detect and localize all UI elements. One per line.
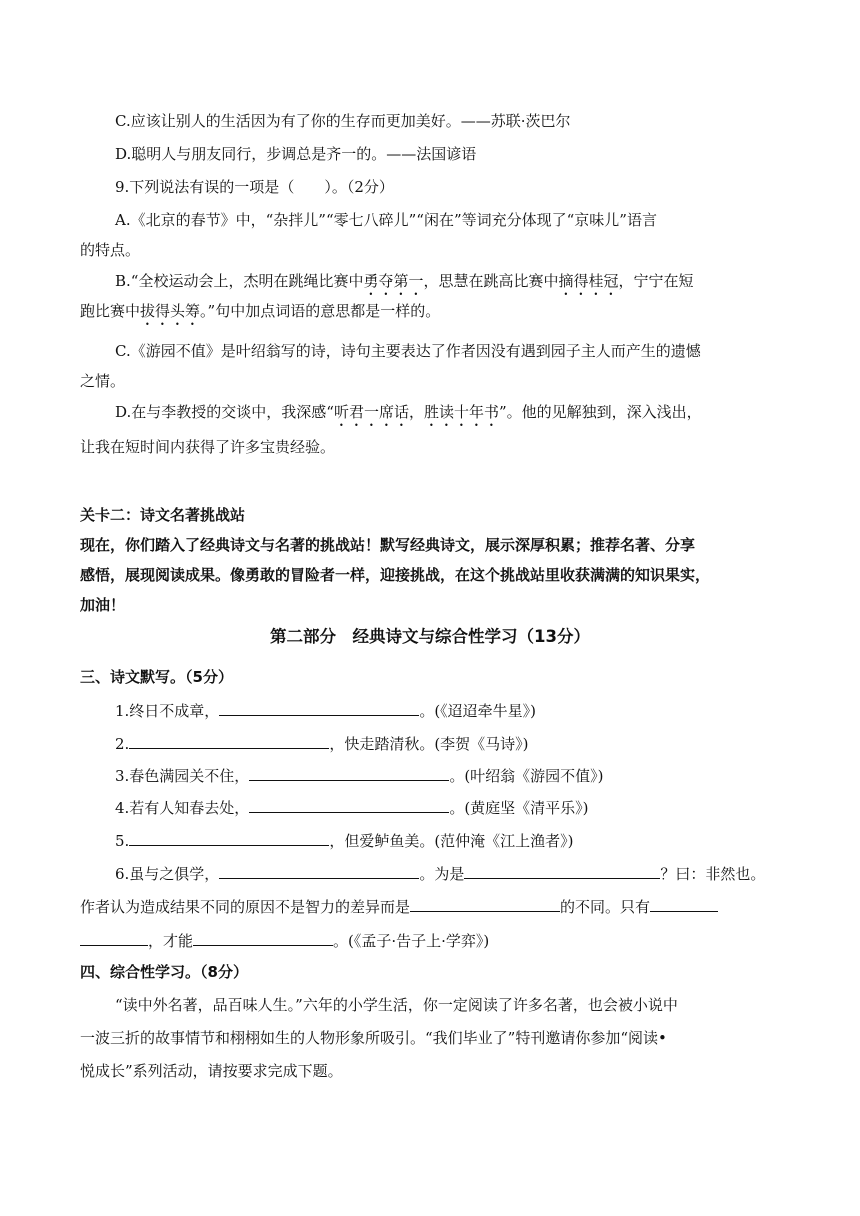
recite-item-5: 5. ，但爱鲈鱼美。(范仲淹《江上渔者》) [115,832,574,850]
answer-blank[interactable] [80,930,148,946]
answer-blank[interactable] [464,863,660,879]
answer-blank[interactable] [219,863,419,879]
answer-blank[interactable] [219,700,419,716]
recite-item-6-line3: ，才能 。(《孟子·告子上·学弈》) [80,930,489,951]
q9-option-c-line1: C.《游园不值》是叶绍翁写的诗，诗句主要表达了作者因没有遇到园子主人而产生的遗憾 [115,342,701,360]
level2-heading: 关卡二：诗文名著挑战站 [80,506,246,524]
option-d-quote: D.聪明人与朋友同行，步调总是齐一的。——法国谚语 [115,145,477,163]
part2-title: 第二部分 经典诗文与综合性学习（13分） [270,627,590,646]
answer-blank[interactable] [410,896,560,912]
section-4-para-line3: 悦成长”系列活动，请按要求完成下题。 [80,1062,343,1080]
section-4-para-line1: “读中外名著，品百味人生。”六年的小学生活，你一定阅读了许多名著，也会被小说中 [115,996,678,1014]
q9-option-b-line2: 跑比赛中拔得头筹。”句中加点词语的意思都是一样的。 [80,302,441,320]
emphasized-phrase: 听君一席话，胜读十年书 [333,403,499,421]
q9-option-a-line1: A.《北京的春节》中，“杂拌儿”“零七八碎儿”“闲在”等词充分体现了“京味儿”语言 [115,211,657,229]
level2-intro-line2: 感悟，展现阅读成果。像勇敢的冒险者一样，迎接挑战，在这个挑战站里收获满满的知识果实， [80,566,711,584]
q9-option-d-line1: D.在与李教授的交谈中，我深感“听君一席话，胜读十年书”。他的见解独到，深入浅出， [115,403,702,421]
q9-option-b-line1: B.“全校运动会上，杰明在跳绳比赛中勇夺第一，思慧在跳高比赛中摘得桂冠，宁宁在短 [115,272,694,290]
recite-item-4: 4.若有人知春去处， 。(黄庭坚《清平乐》) [115,799,589,817]
answer-blank[interactable] [249,765,449,781]
option-c-quote: C.应该让别人的生活因为有了你的生存而更加美好。——苏联·茨巴尔 [115,112,571,130]
answer-blank[interactable] [129,830,329,846]
question-9: 9.下列说法有误的一项是（ ）。（2分） [115,178,394,196]
answer-blank[interactable] [249,797,449,813]
q9-option-a-line2: 的特点。 [80,241,141,259]
emphasized-phrase: 摘得桂冠 [558,272,619,290]
emphasized-phrase: 勇夺第一 [363,272,424,290]
q9-option-d-line2: 让我在短时间内获得了许多宝贵经验。 [80,438,336,456]
answer-blank[interactable] [650,896,718,912]
section-3-heading: 三、诗文默写。（5分） [80,668,233,686]
section-4-heading: 四、综合性学习。（8分） [80,963,248,981]
recite-item-2: 2. ，快走踏清秋。(李贺《马诗》) [115,735,529,753]
q9-option-c-line2: 之情。 [80,372,126,390]
level2-intro-line3: 加油！ [80,596,126,614]
emphasized-phrase: 拔得头筹 [140,302,201,320]
answer-blank[interactable] [193,930,333,946]
recite-item-6-line2: 作者认为造成结果不同的原因不是智力的差异而是 的不同。只有 [80,896,718,917]
recite-item-3: 3.春色满园关不住， 。(叶绍翁《游园不值》) [115,767,604,785]
section-4-para-line2: 一波三折的故事情节和栩栩如生的人物形象所吸引。“我们毕业了”特刊邀请你参加“阅读• [80,1029,667,1047]
answer-blank[interactable] [129,733,329,749]
recite-item-6-line1: 6.虽与之俱学， 。为是 ？曰：非然也。 [115,865,766,883]
level2-intro-line1: 现在，你们踏入了经典诗文与名著的挑战站！默写经典诗文，展示深厚积累；推荐名著、分享 [80,536,696,554]
recite-item-1: 1.终日不成章， 。(《迢迢牵牛星》) [115,702,537,720]
